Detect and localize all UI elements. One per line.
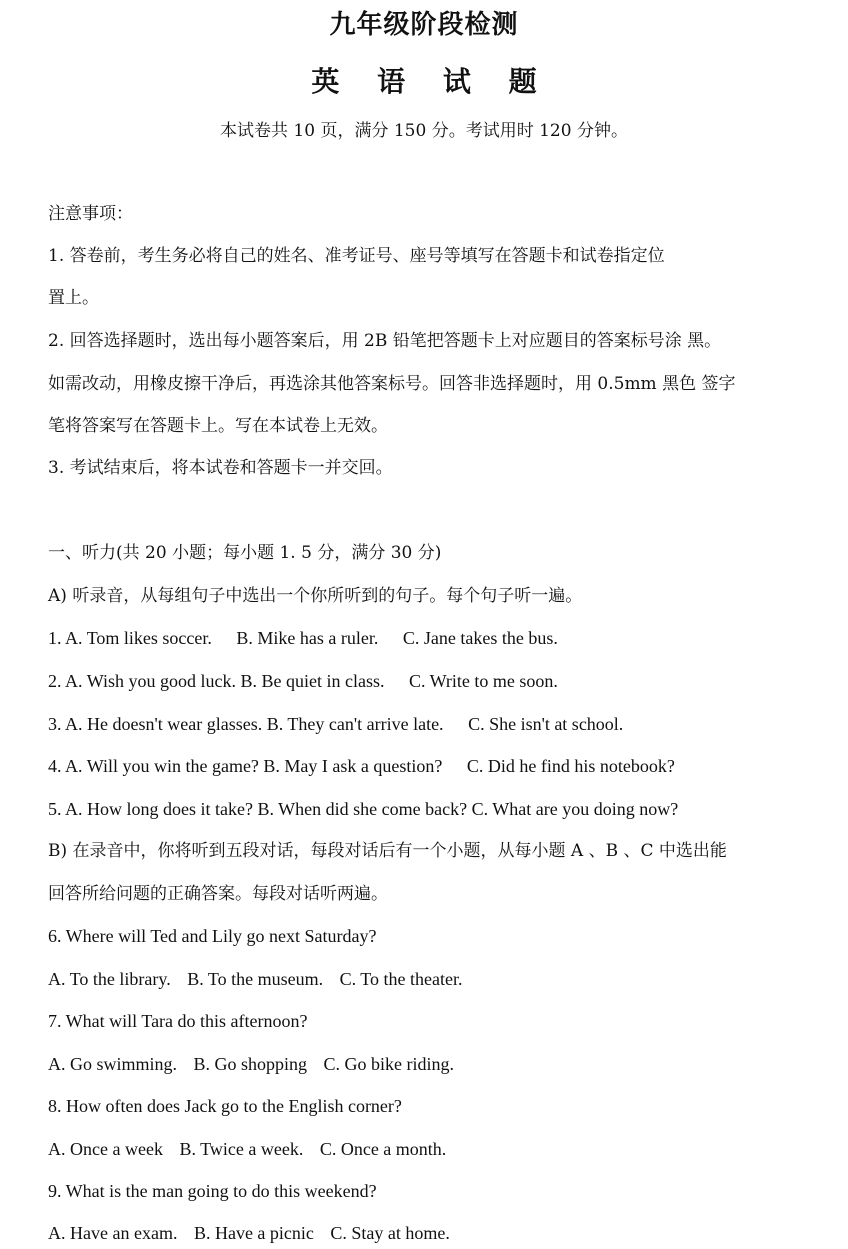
question-number: 4. — [48, 756, 62, 776]
exam-info: 本试卷共 10 页，满分 150 分。考试用时 120 分钟。 — [220, 121, 628, 141]
notice-item-3: 3. 考试结束后，将本试卷和答题卡一并交回。 — [48, 458, 393, 478]
notice-item-2-line-2: 如需改动，用橡皮擦干净后，再选涂其他答案标号。回答非选择题时，用 0.5mm 黑色 签字 — [48, 374, 736, 394]
option-b: B. Be quiet in class. — [240, 671, 385, 691]
option-a: A. Once a week — [48, 1139, 163, 1159]
question-5 — [48, 796, 678, 822]
option-b: B. Twice a week. — [179, 1139, 304, 1159]
notice-item-2-line-1: 2. 回答选择题时，选出每小题答案后，用 2B 铅笔把答题卡上对应题目的答案标号涂 黑。 — [48, 331, 722, 351]
question-8-stem: 8. How often does Jack go to the English corner? — [48, 1096, 402, 1116]
part-a-instruction: A) 听录音，从每组句子中选出一个你所听到的句子。每个句子听一遍。 — [48, 586, 583, 606]
option-a: A. He doesn't wear glasses. — [65, 714, 263, 734]
option-c: C. Stay at home. — [330, 1223, 450, 1243]
option-b: B. When did she come back? — [257, 799, 468, 819]
option-c: C. She isn't at school. — [468, 714, 624, 734]
option-c: C. Once a month. — [319, 1139, 447, 1159]
question-1 — [48, 625, 558, 651]
part-b-instruction-line-2: 回答所给问题的正确答案。每段对话听两遍。 — [48, 884, 388, 904]
option-b: B. Go shopping — [193, 1054, 308, 1074]
option-b: B. Have a picnic — [193, 1223, 314, 1243]
question-6-options — [48, 966, 463, 992]
option-b: B. Mike has a ruler. — [236, 628, 379, 648]
option-a: A. Have an exam. — [48, 1223, 178, 1243]
option-c: C. Did he find his notebook? — [466, 756, 675, 776]
notice-item-1-line-1: 1. 答卷前，考生务必将自己的姓名、准考证号、座号等填写在答题卡和试卷指定位 — [48, 246, 665, 266]
question-number: 2. — [48, 671, 62, 691]
notice-item-2-line-3: 笔将答案写在答题卡上。写在本试卷上无效。 — [48, 416, 388, 436]
part-b-instruction-line-1: B) 在录音中，你将听到五段对话，每段对话后有一个小题，从每小题 A 、B 、C 中选出能 — [48, 841, 727, 861]
option-c: C. Write to me soon. — [408, 671, 558, 691]
question-9-stem: 9. What is the man going to do this weekend? — [48, 1181, 377, 1201]
notice-heading: 注意事项： — [48, 204, 133, 224]
question-9-options — [48, 1220, 450, 1246]
question-8-options — [48, 1136, 446, 1162]
question-3 — [48, 711, 623, 737]
question-2 — [48, 668, 558, 694]
option-a: A. How long does it take? — [65, 799, 253, 819]
option-a: A. Tom likes soccer. — [65, 628, 212, 648]
option-b: B. May I ask a question? — [263, 756, 443, 776]
question-number: 5. — [48, 799, 62, 819]
option-a: A. Wish you good luck. — [65, 671, 236, 691]
exam-title: 英 语 试 题 — [311, 65, 551, 98]
option-c: C. What are you doing now? — [471, 799, 679, 819]
question-7-options — [48, 1051, 454, 1077]
question-6-stem: 6. Where will Ted and Lily go next Saturday? — [48, 926, 377, 946]
option-c: C. To the theater. — [339, 969, 463, 989]
option-b: B. To the museum. — [187, 969, 324, 989]
question-4 — [48, 753, 675, 779]
school-title: 九年级阶段检测 — [329, 10, 519, 40]
section-heading: 一、听力(共 20 小题；每小题 1. 5 分，满分 30 分) — [48, 543, 442, 563]
question-number: 3. — [48, 714, 62, 734]
option-a: A. To the library. — [48, 969, 171, 989]
option-a: A. Go swimming. — [48, 1054, 178, 1074]
question-7-stem: 7. What will Tara do this afternoon? — [48, 1011, 308, 1031]
option-c: C. Go bike riding. — [323, 1054, 455, 1074]
notice-item-1-line-2: 置上。 — [48, 288, 99, 308]
question-number: 1. — [48, 628, 62, 648]
option-b: B. They can't arrive late. — [266, 714, 444, 734]
option-a: A. Will you win the game? — [65, 756, 259, 776]
option-c: C. Jane takes the bus. — [402, 628, 558, 648]
